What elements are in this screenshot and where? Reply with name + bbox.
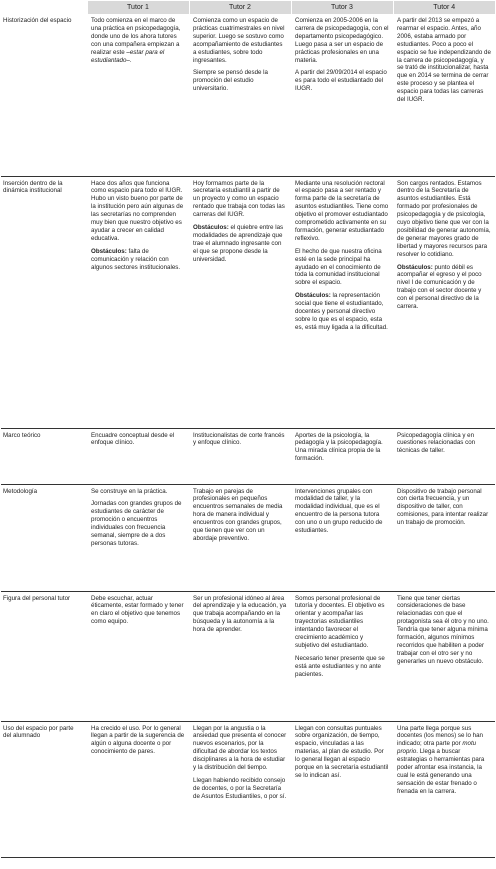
table-cell: Llegan con consultas puntuales sobre organización, de tiempo, espacio, vinculadas a las materias, al plan de estudio. Por lo general llegan al espacio porque en la secretaría estudiantil se lo indican así. (291, 721, 393, 857)
table-row (1, 176, 495, 428)
table-cell: Todo comienza en el marco de una práctica en psicopedagogía, donde uno de los ahora tutores con una compañera empiezan a realizar este –estar para el estudiantado–. (87, 14, 189, 176)
table-cell: Ha crecido el uso. Por lo general llegan a partir de la sugerencia de algún o alguna docente o por conocimiento de pares. (87, 721, 189, 857)
row-label: Inserción dentro de la dinámica institucional (1, 176, 87, 428)
table-cell: Ser un profesional idóneo al área del aprendizaje y la educación, ya que trabaja acompañando en la búsqueda y la autonomía a la hora de aprender. (189, 591, 291, 721)
table-cell: Comienza en 2005-2006 en la carrera de psicopedagogía, con el departamento psicopedagógico. Luego pasa a ser un espacio de prácticas profesionales en una materia. A partir del 29/09/2014 el espacio es para todo el estudiantado del IUGR. (291, 14, 393, 176)
table-cell: Hace dos años que funciona como espacio para todo el IUGR. Hubo un visto bueno por parte de la institución pero aún algunas de las secretarías no comprenden muy bien que nuestro objetivo es ayudar a crecer en calidad educativa. Obstáculos: falta de comunicación y relación con algunos sectores institucionales. (87, 176, 189, 428)
table-cell: Hoy formamos parte de la secretaría estudiantil a partir de un proyecto y como un espacio rentado que trabaja con todas las carreras del IUGR. Obstáculos: el quiebre entre las modalidades de aprendizaje que trae el alumnado ingresante con el que se propone desde la universidad. (189, 176, 291, 428)
row-label: Metodología (1, 484, 87, 591)
row-label: Uso del espacio por parte del alumnado (1, 721, 87, 857)
table-cell: Una parte llega porque sus docentes (los menos) se lo han indicado; otra parte por motu proprio. Llega a buscar estrategias o herramientas para poder afrontar esa instancia, la cual le está generando una sensación de estar frenado o frenada en la carrera. (393, 721, 495, 857)
table-cell: Llegan por la angustia o la ansiedad que presenta el conocer nuevos escenarios, por la dificultad de abordar los textos disciplinares a la hora de estudiar y la distribución del tiempo. Llegan habiendo recibido consejo de docentes, o por la Secretaría de Asuntos Estudiantiles, o por sí. (189, 721, 291, 857)
row-label: Historización del espacio (1, 14, 87, 176)
table-cell: Comienza como un espacio de prácticas cuatrimestrales en nivel superior. Luego se sostuvo como acompañamiento de estudiantes a estudiantes, sobre todo ingresantes. Siempre se pensó desde la promoción del estudio universitario. (189, 14, 291, 176)
table-cell: Mediante una resolución rectoral el espacio pasa a ser rentado y forma parte de la secretaría de asuntos estudiantiles. Tiene como objetivo el promover estudiantado comprometido activamente en su formación, generar estudiantado reflexivo. El hecho de que nuestra oficina esté en la sede principal ha ayudado en el conocimiento de toda la comunidad institucional sobre el espacio. Obstáculos: la representación social que tiene el estudiantado, docentes y personal directivo sobre lo que es el espacio, esta es, está muy ligada a la dificultad. (291, 176, 393, 428)
table-cell: Institucionalistas de corte francés y enfoque clínico. (189, 428, 291, 484)
table-cell: Dispositivo de trabajo personal con cierta frecuencia, y un dispositivo de taller, con comisiones, para intentar realizar un trabajo de promoción. (393, 484, 495, 591)
header-tutor-2: Tutor 2 (189, 1, 291, 14)
table-header-row (1, 1, 495, 14)
table-cell: Aportes de la psicología, la pedagogía y la psicopedagogía. Una mirada clínica propia de la formación. (291, 428, 393, 484)
table-cell: Intervenciones grupales con modalidad de taller, y la modalidad individual, que es el encuentro de la persona tutora con uno o un grupo reducido de estudiantes. (291, 484, 393, 591)
header-empty (1, 1, 87, 14)
header-tutor-4: Tutor 4 (393, 1, 495, 14)
table-cell: Debe escuchar, actuar éticamente, estar formado y tener en claro el objetivo que tenemos como equipo. (87, 591, 189, 721)
table-cell: A partir del 2013 se empezó a rearmar el espacio. Antes, año 2006, estaba armado por estudiantes. Poco a poco el espacio se fue independizando de la carrera de psicopedagogía, y se trató de institucionalizar, hasta que en 2014 se termina de cerrar este proceso y se plantea el espacio para todas las carreras del IUGR. (393, 14, 495, 176)
header-tutor-1: Tutor 1 (87, 1, 189, 14)
table-cell: Tiene que tener ciertas consideraciones de base relacionadas con que el protagonista sea él otro y no uno. Tendría que tener alguna mínima formación, algunos mínimos recorridos que habiliten a poder trabajar con el otro ser y no generarles un nuevo obstáculo. (393, 591, 495, 721)
table-row (1, 484, 495, 591)
table-cell: Trabajo en parejas de profesionales en pequeños encuentros semanales de media hora de manera individual y encuentros con grandes grupos, que tienen que ver con un abordaje preventivo. (189, 484, 291, 591)
table-cell: Encuadre conceptual desde el enfoque clínico. (87, 428, 189, 484)
table-row (1, 721, 495, 857)
table-row (1, 14, 495, 176)
header-tutor-3: Tutor 3 (291, 1, 393, 14)
table-row (1, 591, 495, 721)
row-label: Marco teórico (1, 428, 87, 484)
table-cell: Psicopedagogía clínica y en cuestiones relacionadas con técnicas de taller. (393, 428, 495, 484)
row-label: Figura del personal tutor (1, 591, 87, 721)
table-cell: Somos personal profesional de tutoría y docentes. El objetivo es orientar y acompañar las trayectorias estudiantiles intentando favorecer el crecimiento académico y subjetivo del estudiantado. Necesario tener presente que se está ante estudiantes y no ante pacientes. (291, 591, 393, 721)
table-cell: Son cargos rentados. Estamos dentro de la Secretaría de asuntos estudiantiles. Está formado por profesionales de psicopedagogía y de psicología, cuyo objetivo tiene que ver con la posibilidad de generar autonomía, de generar mayores grado de libertad y mayores recursos para resolver lo cotidiano. Obstáculos: punto débil es acompañar el egreso y el poco nivel I de comunicación y de trabajo con el sector docente y con el personal directivo de la carrera. (393, 176, 495, 428)
table-row (1, 428, 495, 484)
table-cell: Se construye en la práctica. Jornadas con grandes grupos de estudiantes de carácter de promoción o encuentros individuales con frecuencia semanal, siempre de a dos personas tutoras. (87, 484, 189, 591)
tutors-comparison-table (1, 1, 495, 858)
